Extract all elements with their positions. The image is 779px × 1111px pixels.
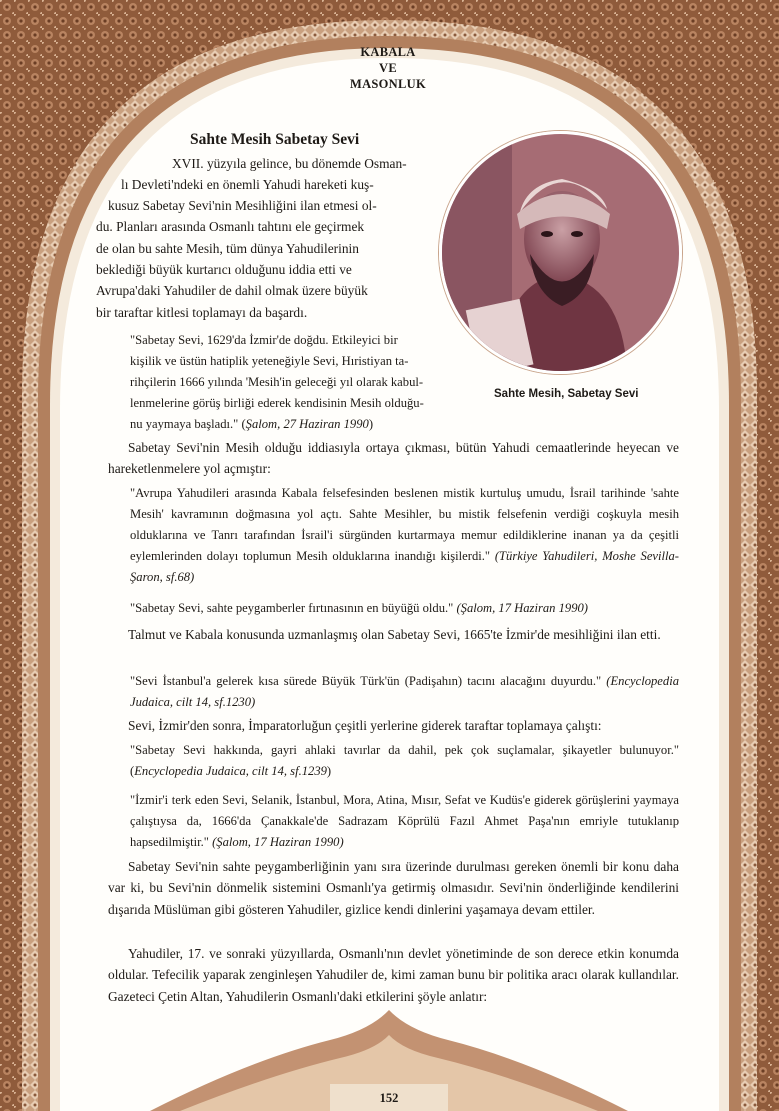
quote-line: "Sabetay Sevi, 1629'da İzmir'de doğdu. Etkileyici bir <box>130 333 398 347</box>
quote-text: "İzmir'i terk eden Sevi, Selanik, İstanbul, Mora, Atina, Mısır, Sefat ve Kudüs'e giderek görüşlerini yaymaya çalıştıysa da, 1666'da Çanakkale'de Sadrazam Köprülü Fazıl Ahmet Paşa'nın emriyle tutuklanıp hapsedilmiştir." <box>130 793 679 849</box>
quote-block <box>130 598 679 619</box>
paragraph: Sabetay Sevi'nin sahte peygamberliğinin yanı sıra üzerinde durulması gereken önemli bir konu daha var ki, bu Sevi'nin dönmelik sistemini Osmanlı'ya getirmiş olmasıdır. Sevi'nin önderliğinde kendilerini dışarıda Müslüman gibi gösteren Yahudiler, gizlice kendi dinlerini yaşamaya devam ettiler. <box>108 859 679 917</box>
text-line: kusuz Sabetay Sevi'nin Mesihliğini ilan etmesi ol- <box>108 198 377 213</box>
citation: (Türkiye Yahudileri, Moshe Sevilla-Şaron, sf.68) <box>130 549 679 584</box>
quote-text: ) <box>368 417 374 431</box>
quote-text: "Sevi İstanbul'a gelerek kısa sürede Büyük Türk'ün (Padişahın) tacını alacağını duyurdu." <box>130 674 607 688</box>
header-line: MASONLUK <box>349 77 426 91</box>
quote-line: kişilik ve üstün hatiplik yeteneğiyle Sevi, Hıristiyan ta- <box>130 354 409 368</box>
section-title: Sahte Mesih Sabetay Sevi <box>190 131 360 148</box>
citation: Şalom, 27 Haziran 1990 <box>245 417 369 431</box>
header-line: VE <box>379 61 397 75</box>
citation: (Şalom, 17 Haziran 1990) <box>212 835 344 849</box>
paragraph: Talmut ve Kabala konusunda uzmanlaşmış olan Sabetay Sevi, 1665'te İzmir'de mesihliğini ilan etti. <box>128 627 661 642</box>
quote-line <box>130 414 475 435</box>
quote-text: ) <box>326 764 332 778</box>
quote-text: "Sabetay Sevi hakkında, gayri ahlaki tavırlar da dahil, pek çok suçlamalar, şikayetler bulunuyor." ( <box>130 743 679 778</box>
citation: (Şalom, 17 Haziran 1990) <box>456 601 588 615</box>
book-header <box>300 44 476 92</box>
text-line: Avrupa'daki Yahudiler de dahil olmak üzere büyük <box>96 283 368 298</box>
quote-line: lenmelerine görüş birliği ederek kendisinin Mesih olduğu- <box>130 396 424 410</box>
text-line: XVII. yüzyıla gelince, bu dönemde Osman- <box>172 156 407 171</box>
text-line: de olan bu sahte Mesih, tüm dünya Yahudilerinin <box>96 241 359 256</box>
paragraph: Yahudiler, 17. ve sonraki yüzyıllarda, Osmanlı'nın devlet yönetiminde de son derece etkin konumda oldular. Tefecilik yaparak zenginleşen Yahudiler de, kimi zaman bunu bir politika aracı olarak kullandılar. Gazeteci Çetin Altan, Yahudilerin Osmanlı'daki etkilerini şöyle anlatır: <box>108 946 679 1004</box>
citation: Encyclopedia Judaica, cilt 14, sf.1239 <box>134 764 327 778</box>
page-number: 152 <box>379 1091 399 1105</box>
quote-block <box>130 671 679 713</box>
quote-line: rihçilerin 1666 yılında 'Mesih'in geleceği yıl olarak kabul- <box>130 375 424 389</box>
quote-text: nu yaymaya başladı." ( <box>130 417 246 431</box>
text-line: lı Devleti'ndeki en önemli Yahudi hareketi kuş- <box>121 177 374 192</box>
image-caption: Sahte Mesih, Sabetay Sevi <box>494 388 639 400</box>
quote-block <box>130 740 679 782</box>
portrait-image <box>439 131 682 374</box>
quote-block <box>130 790 679 853</box>
paragraph: Sevi, İzmir'den sonra, İmparatorluğun çeşitli yerlerine giderek taraftar toplamaya çalıştı: <box>128 718 602 733</box>
portrait-illustration <box>442 134 679 371</box>
quote-text: "Avrupa Yahudileri arasında Kabala felsefesinden beslenen mistik kurtuluş umudu, İsrail tarihinde 'sahte Mesih' kavramının doğmasına yol açtı. Sahte Mesihler, bu mistik felsefenin verdiği coşkuyla mesih olduklarına ve Tanrı tarafından İsrail'i sürgünden kurtarmaya memur edildiklerine inanan ya da çeşitli eylemlerinden dolayı toplumun Mesih olduklarına inandığı kişilerdi." <box>130 486 679 563</box>
paragraph: Sabetay Sevi'nin Mesih olduğu iddiasıyla ortaya çıkması, bütün Yahudi cemaatlerinde heyecan ve hareketlenmelere yol açmıştır: <box>108 440 679 477</box>
header-line: KABALA <box>360 45 416 59</box>
quote-block <box>130 483 679 588</box>
text-line: du. Planları arasında Osmanlı tahtını ele geçirmek <box>96 219 365 234</box>
text-line: bir taraftar kitlesi toplamayı da başardı. <box>96 305 308 320</box>
quote-text: "Sabetay Sevi, sahte peygamberler fırtınasının en büyüğü oldu." <box>130 601 457 615</box>
citation: (Encyclopedia Judaica, cilt 14, sf.1230) <box>130 674 679 709</box>
text-line: beklediği büyük kurtarıcı olduğunu iddia etti ve <box>96 262 352 277</box>
